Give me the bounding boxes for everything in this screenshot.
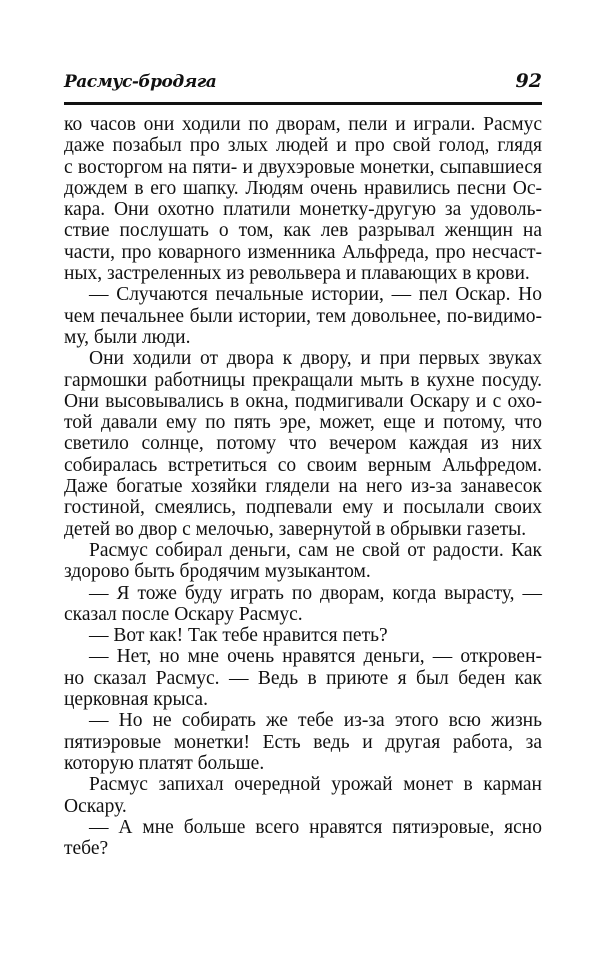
paragraph [64,114,542,284]
text-line: которую платят больше. [64,752,265,774]
text-line: Они ходили от двора к двору, и при первых звуках [89,348,542,370]
text-line: гармошки работницы прекращали мыть в кухне посуду. [64,369,542,391]
text-line: здорово быть бродячим музыкантом. [64,561,371,583]
text-line: светило солнце, потому что вечером каждая из них [64,433,542,455]
text-line: гостиной, смеялись, подпевали ему и посылали своих [64,497,542,519]
paragraph [64,348,542,540]
text-line: дождем в его шапку. Людям очень нравились песни Ос- [64,177,542,199]
text-line: сказал после Оскару Расмус. [64,603,303,625]
running-title: Расмус-бродяга [64,72,217,92]
text-line: части, про коварного изменника Альфреда, про несчаст- [64,241,542,263]
text-line: тебе? [64,838,109,860]
paragraph [64,284,542,348]
text-line: ко часов они ходили по дворам, пели и играли. Расмус [64,114,542,135]
text-line: кара. Они охотно платили монетку-другую за удоволь- [64,199,542,221]
text-line: с восторгом на пяти- и двухэровые монетки, сыпавшиеся [64,156,542,178]
paragraph [64,583,542,626]
text-line: но сказал Расмус. — Ведь в приюте я был беден как [64,667,542,689]
text-line: — Вот как! Так тебе нравится петь? [89,625,388,647]
text-line: — А мне больше всего нравятся пятиэровые, ясно [89,816,542,838]
text-line: — Нет, но мне очень нравятся деньги, — откровен- [89,646,542,668]
text-line: той давали ему по пять эре, может, еще и потому, что [64,412,542,434]
text-line: му, были люди. [64,326,191,348]
text-line: даже позабыл про злых людей и про свой голод, глядя [64,135,542,157]
text-line: детей во двор с мелочью, завернутой в обрывки газеты. [64,518,527,540]
paragraph [64,710,542,774]
paragraph [64,625,542,646]
text-line: ствие послушать о том, как лев разрывал женщин на [64,220,542,242]
text-line: Даже богатые хозяйки глядели на него из-за занавесок [64,476,542,498]
text-line: — Но не собирать же тебе из-за этого всю жизнь [89,710,542,732]
text-line: Расмус запихал очередной урожай монет в карман [89,774,542,796]
text-line: Оскару. [64,795,127,817]
paragraph [64,540,542,583]
paragraph [64,817,542,860]
text-line: ных, застреленных из револьвера и плавающих в крови. [64,263,530,285]
text-line: пятиэровые монетки! Есть ведь и другая работа, за [64,731,542,753]
text-line: собиралась встретиться со своим верным Альфредом. [64,454,542,476]
text-line: чем печальнее были истории, тем довольнее, по-видимо- [64,305,542,327]
text-line: церковная крыса. [64,689,208,711]
paragraph [64,774,542,817]
text-line: — Я тоже буду играть по дворам, когда вырасту, — [89,582,542,604]
running-header [64,68,542,105]
text-line: Расмус собирал деньги, сам не свой от радости. Как [89,539,542,561]
body-text [64,114,542,859]
page-number: 92 [515,70,542,92]
paragraph [64,646,542,710]
text-line: — Случаются печальные истории, — пел Оскар. Но [89,284,542,306]
text-line: Они высовывались в окна, подмигивали Оскару и с охо- [64,390,542,412]
